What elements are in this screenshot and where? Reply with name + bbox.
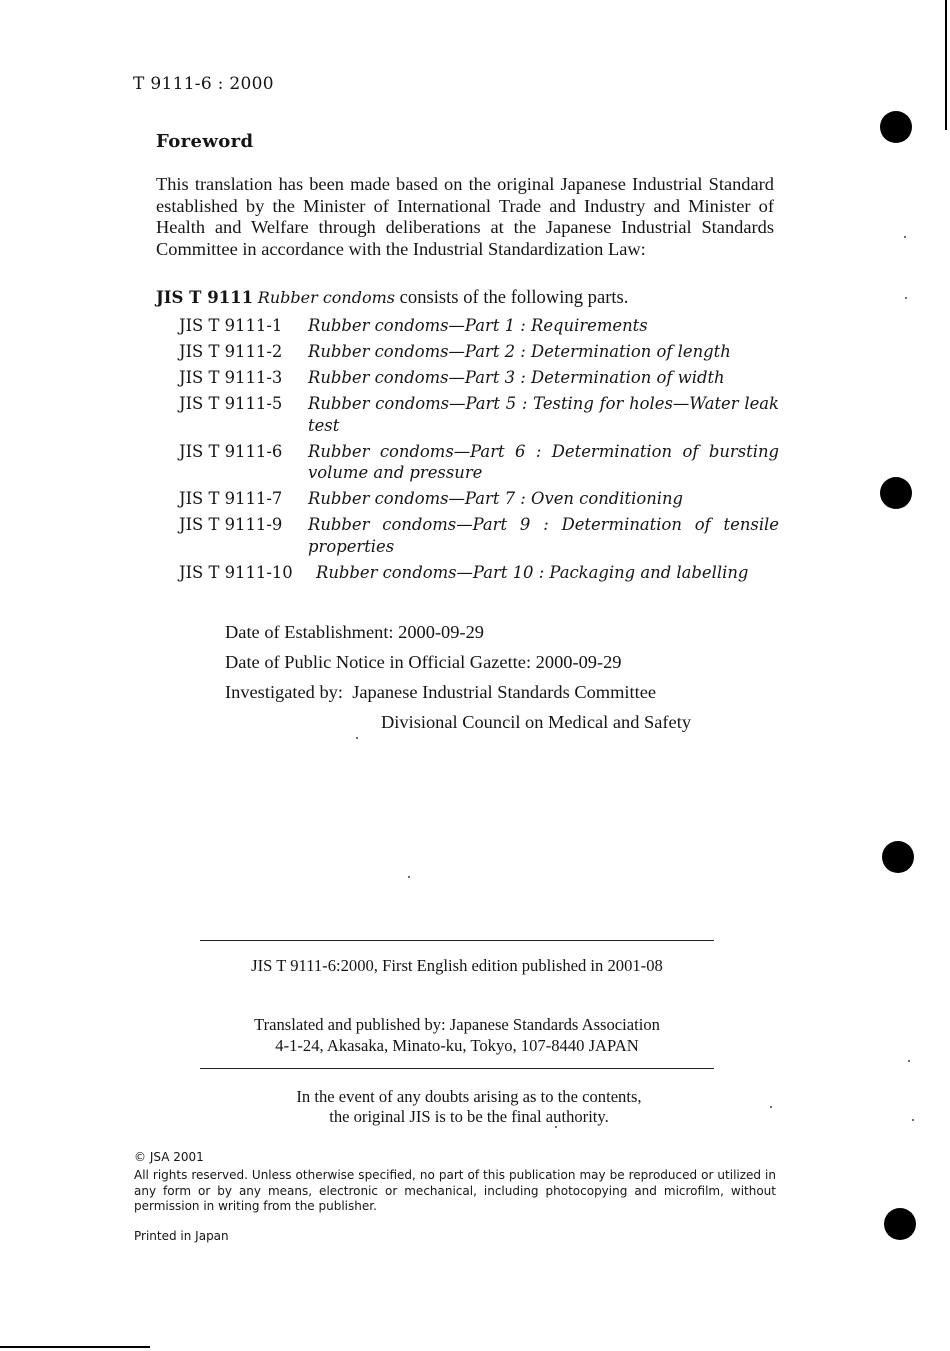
- publisher-address: 4-1-24, Akasaka, Minato-ku, Tokyo, 107-8440 JAPAN: [275, 1036, 639, 1055]
- scan-speck: [905, 297, 907, 299]
- punch-hole-icon: [884, 1208, 916, 1240]
- establishment-date: 2000-09-29: [398, 622, 484, 642]
- list-item: [179, 514, 779, 557]
- part-code: JIS T 9111-3: [179, 368, 283, 387]
- dates-block: [225, 622, 691, 742]
- establishment-row: [225, 622, 691, 652]
- part-title: Rubber condoms—Part 10 : Packaging and labelling: [316, 562, 749, 582]
- investigated-by: Japanese Industrial Standards Committee: [352, 682, 657, 702]
- document-designation: T 9111-6 : 2000: [133, 74, 274, 94]
- notice-row: [225, 652, 691, 682]
- scan-edge-line: [0, 1346, 150, 1348]
- scan-speck: [912, 1119, 914, 1121]
- part-title: Rubber condoms—Part 3 : Determination of width: [308, 368, 725, 387]
- consists-statement: [156, 287, 628, 309]
- foreword-title: Foreword: [156, 131, 254, 152]
- divider: [200, 940, 714, 941]
- part-code: JIS T 9111-9: [179, 515, 283, 534]
- jis-number: JIS T 9111: [156, 288, 254, 307]
- punch-hole-icon: [882, 841, 914, 873]
- list-item: [179, 441, 779, 484]
- divider: [200, 1068, 714, 1069]
- list-item: [179, 488, 779, 510]
- list-item: [179, 393, 779, 436]
- printed-in: Printed in Japan: [134, 1229, 229, 1243]
- part-code: JIS T 9111-5: [179, 394, 283, 413]
- scan-speck: [908, 1060, 910, 1062]
- part-title: Rubber condoms—Part 9 : Determination of tensile properties: [308, 515, 779, 556]
- part-title: Rubber condoms—Part 6 : Determination of bursting volume and pressure: [308, 441, 779, 482]
- part-title: Rubber condoms—Part 2 : Determination of length: [308, 342, 731, 361]
- council-row: [225, 712, 691, 742]
- foreword-intro: [156, 174, 774, 260]
- part-code: JIS T 9111-7: [179, 489, 283, 508]
- list-item: [179, 341, 779, 363]
- scan-speck: [356, 737, 358, 739]
- rights-statement: All rights reserved. Unless otherwise specified, no part of this publication may be reproduced or utilized in any form or by any means, electronic or mechanical, including photocopying and microfilm, without permission in writing from the publisher.: [134, 1168, 776, 1214]
- list-item: [179, 315, 779, 337]
- scan-speck: [408, 876, 410, 878]
- authority-note-line-1: In the event of any doubts arising as to the contents,: [296, 1087, 642, 1106]
- translated-by-line: Translated and published by: Japanese Standards Association: [254, 1015, 660, 1034]
- part-title: Rubber condoms—Part 5 : Testing for holes—Water leak test: [308, 394, 779, 435]
- parts-list: [179, 315, 779, 588]
- standard-name: Rubber condoms: [257, 288, 395, 307]
- notice-date: 2000-09-29: [535, 652, 622, 672]
- part-code: JIS T 9111-10: [179, 562, 293, 582]
- list-item: [179, 562, 779, 584]
- scan-speck: [904, 236, 906, 238]
- list-item: [179, 367, 779, 389]
- scan-speck: [555, 1126, 557, 1128]
- authority-note-line-2: the original JIS is to be the final authority.: [329, 1107, 609, 1126]
- council-name: Divisional Council on Medical and Safety: [381, 712, 692, 732]
- consists-text: consists of the following parts.: [399, 287, 629, 308]
- punch-hole-icon: [880, 477, 912, 509]
- edition-line: JIS T 9111-6:2000, First English edition published in 2001-08: [251, 956, 663, 975]
- scan-speck: [770, 1106, 772, 1108]
- investigated-label: Investigated by:: [225, 682, 343, 702]
- part-code: JIS T 9111-2: [179, 342, 283, 361]
- part-title: Rubber condoms—Part 1 : Requirements: [308, 316, 648, 335]
- intro-paragraph: This translation has been made based on the original Japanese Industrial Standard established by the Minister of International Trade and Industry and Minister of Health and Welfare through deliberations at the Japanese Industrial Standards Committee in accordance with the Industrial Standardization Law:: [156, 174, 774, 259]
- punch-hole-icon: [880, 111, 912, 143]
- part-code: JIS T 9111-6: [179, 441, 283, 461]
- establishment-label: Date of Establishment:: [225, 622, 394, 642]
- part-code: JIS T 9111-1: [179, 316, 283, 335]
- scan-edge-line: [945, 0, 947, 130]
- investigated-row: [225, 682, 691, 712]
- copyright-notice: © JSA 2001: [134, 1150, 204, 1164]
- part-title: Rubber condoms—Part 7 : Oven conditioning: [308, 489, 684, 508]
- notice-label: Date of Public Notice in Official Gazette:: [225, 652, 532, 672]
